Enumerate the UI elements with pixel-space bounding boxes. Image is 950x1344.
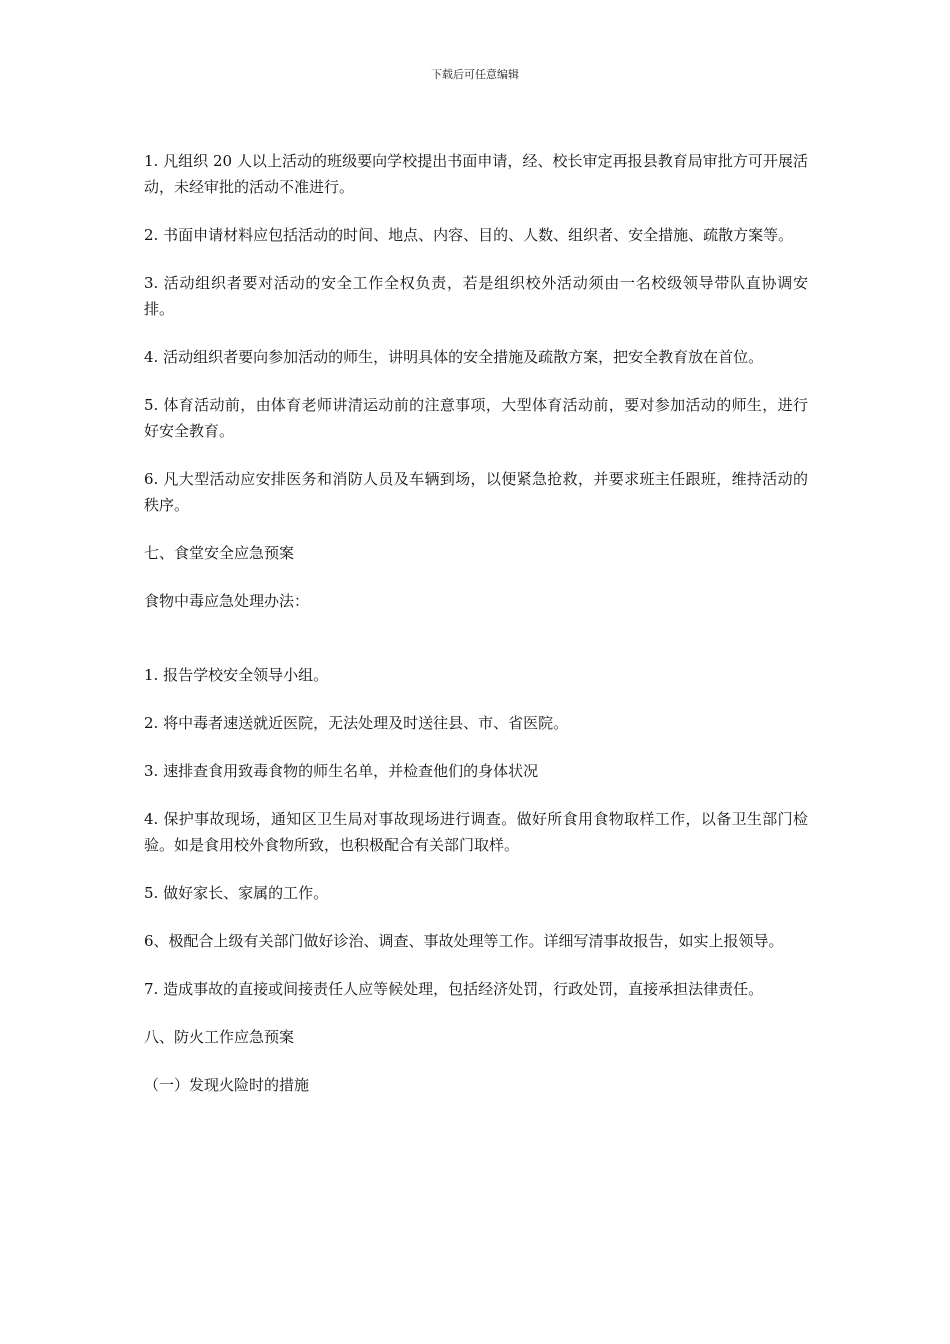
paragraph-item-5: 5. 体育活动前，由体育老师讲清运动前的注意事项，大型体育活动前，要对参加活动的师生，进行好安全教育。: [144, 396, 808, 440]
paragraph-item-canteen-5: 5. 做好家长、家属的工作。: [144, 884, 329, 902]
paragraph-item-6: 6. 凡大型活动应安排医务和消防人员及车辆到场，以便紧急抢救，并要求班主任跟班，维持活动的秩序。: [144, 470, 808, 514]
document-body: [144, 148, 808, 1120]
paragraph-item-3: 3. 活动组织者要对活动的安全工作全权负责，若是组织校外活动须由一名校级领导带队直协调安排。: [144, 274, 808, 318]
paragraph-item-canteen-6: 6、极配合上级有关部门做好诊治、调查、事故处理等工作。详细写清事故报告，如实上报领导。: [144, 932, 784, 950]
page-header: 下载后可任意编辑: [431, 68, 519, 81]
paragraph-item-canteen-3: 3. 速排查食用致毒食物的师生名单，并检查他们的身体状况: [144, 762, 539, 780]
paragraph-item-1: 1. 凡组织 20 人以上活动的班级要向学校提出书面申请，经、校长审定再报县教育局审批方可开展活动，未经审批的活动不准进行。: [144, 152, 808, 196]
paragraph-item-canteen-7: 7. 造成事故的直接或间接责任人应等候处理，包括经济处罚，行政处罚，直接承担法律责任。: [144, 980, 764, 998]
subheading-food-poisoning: 食物中毒应急处理办法：: [144, 592, 310, 610]
section-heading-canteen: 七、食堂安全应急预案: [144, 544, 295, 562]
section-heading-fire: 八、防火工作应急预案: [144, 1028, 295, 1046]
paragraph-item-2: 2. 书面申请材料应包括活动的时间、地点、内容、目的、人数、组织者、安全措施、疏散方案等。: [144, 226, 794, 244]
paragraph-item-canteen-4: 4. 保护事故现场，通知区卫生局对事故现场进行调查。做好所食用食物取样工作，以备卫生部门检验。如是食用校外食物所致，也积极配合有关部门取样。: [144, 810, 808, 854]
paragraph-item-canteen-1: 1. 报告学校安全领导小组。: [144, 666, 329, 684]
subheading-fire-risk: （一）发现火险时的措施: [144, 1076, 310, 1094]
paragraph-item-canteen-2: 2. 将中毒者速送就近医院，无法处理及时送往县、市、省医院。: [144, 714, 569, 732]
paragraph-item-4: 4. 活动组织者要向参加活动的师生，讲明具体的安全措施及疏散方案，把安全教育放在首位。: [144, 348, 764, 366]
